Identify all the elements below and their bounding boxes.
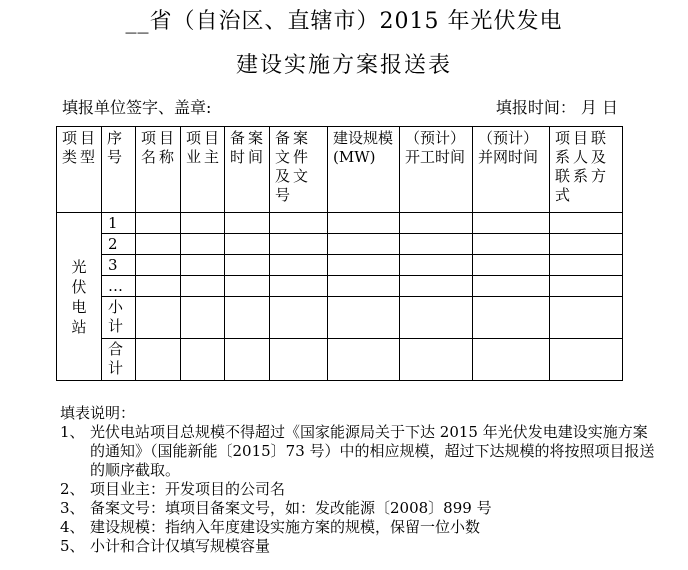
- header-grid-time: （预计）并网时间: [473, 127, 550, 213]
- total-row: [57, 339, 623, 381]
- title-line-2: 建设实施方案报送表: [235, 53, 452, 78]
- table-cell[interactable]: [225, 255, 270, 276]
- note-item: [60, 518, 660, 537]
- note-number: 1、: [60, 423, 85, 441]
- table-cell[interactable]: [225, 297, 270, 339]
- table-cell[interactable]: [181, 213, 225, 234]
- note-number: 2、: [60, 480, 85, 498]
- project-type-cell: [57, 213, 102, 381]
- table-cell[interactable]: [270, 339, 328, 381]
- table-cell[interactable]: [181, 276, 225, 297]
- table-cell[interactable]: [473, 339, 550, 381]
- subtotal-row: [57, 297, 623, 339]
- header-scale: 建设规模(MW): [328, 127, 400, 213]
- notes-title: 填表说明：: [60, 404, 136, 422]
- table-cell[interactable]: [270, 213, 328, 234]
- table-cell[interactable]: [328, 297, 400, 339]
- note-text: 备案文号：填项目备案文号，如：发改能源〔2008〕899 号: [90, 499, 492, 517]
- fill-info-row: [62, 95, 622, 117]
- table-cell[interactable]: [181, 255, 225, 276]
- header-row: [57, 127, 623, 213]
- table-cell[interactable]: [136, 213, 181, 234]
- table-cell[interactable]: [225, 213, 270, 234]
- header-start-time: （预计）开工时间: [400, 127, 473, 213]
- table-cell[interactable]: [550, 213, 623, 234]
- fill-unit-label: 填报单位签字、盖章:: [62, 98, 212, 117]
- total-label: 合计: [102, 339, 136, 381]
- table-cell[interactable]: [473, 213, 550, 234]
- table-cell[interactable]: [270, 255, 328, 276]
- table-row: [57, 276, 623, 297]
- table-cell[interactable]: [550, 234, 623, 255]
- note-item: [60, 537, 660, 556]
- seq-cell: …: [102, 276, 136, 297]
- table-cell[interactable]: [550, 339, 623, 381]
- table-row: [57, 255, 623, 276]
- table-cell[interactable]: [400, 255, 473, 276]
- table-cell[interactable]: [400, 276, 473, 297]
- table-row: [57, 213, 623, 234]
- table-cell[interactable]: [270, 276, 328, 297]
- table-cell[interactable]: [270, 297, 328, 339]
- report-table: [56, 126, 623, 381]
- table-cell[interactable]: [473, 276, 550, 297]
- table-cell[interactable]: [136, 297, 181, 339]
- table-cell[interactable]: [473, 234, 550, 255]
- table-cell[interactable]: [136, 276, 181, 297]
- table-cell[interactable]: [328, 255, 400, 276]
- note-text: 光伏电站项目总规模不得超过《国家能源局关于下达 2015 年光伏发电建设实施方案的通知》（国能新能〔2015〕73 号）中的相应规模，超过下达规模的将按照项目报送的顺序截取。: [90, 423, 655, 479]
- table-cell[interactable]: [400, 297, 473, 339]
- table-cell[interactable]: [136, 339, 181, 381]
- note-number: 5、: [60, 537, 85, 555]
- table-cell[interactable]: [400, 213, 473, 234]
- table-cell[interactable]: [181, 339, 225, 381]
- table-cell[interactable]: [328, 276, 400, 297]
- subtotal-label: 小计: [102, 297, 136, 339]
- table-cell[interactable]: [181, 297, 225, 339]
- table-cell[interactable]: [328, 339, 400, 381]
- note-text: 建设规模：指纳入年度建设实施方案的规模，保留一位小数: [90, 518, 481, 536]
- header-seq: 序号: [102, 127, 136, 213]
- header-owner: 项目业主: [181, 127, 225, 213]
- table-cell[interactable]: [400, 339, 473, 381]
- title-line-1: __省（自治区、直辖市）2015 年光伏发电: [125, 9, 563, 34]
- note-item: [60, 480, 660, 499]
- note-text: 小计和合计仅填写规模容量: [90, 537, 271, 555]
- seq-cell: 3: [102, 255, 136, 276]
- table-cell[interactable]: [270, 234, 328, 255]
- fill-time-label: 填报时间： 月 日: [495, 98, 618, 117]
- table-row: [57, 234, 623, 255]
- seq-cell: 1: [102, 213, 136, 234]
- table-cell[interactable]: [328, 234, 400, 255]
- table-cell[interactable]: [225, 276, 270, 297]
- table-cell[interactable]: [136, 234, 181, 255]
- table-cell[interactable]: [181, 234, 225, 255]
- header-project-name: 项目名称: [136, 127, 181, 213]
- table-cell[interactable]: [136, 255, 181, 276]
- table-cell[interactable]: [225, 339, 270, 381]
- header-filing-doc: 备案文件及文号: [270, 127, 328, 213]
- table-cell[interactable]: [473, 255, 550, 276]
- header-contact: 项目联系人及联系方式: [550, 127, 623, 213]
- project-type-text: 光伏电站: [71, 257, 87, 336]
- table-cell[interactable]: [225, 234, 270, 255]
- header-project-type: 项目类型: [57, 127, 102, 213]
- note-number: 3、: [60, 499, 85, 517]
- table-cell[interactable]: [400, 234, 473, 255]
- note-item: [60, 499, 660, 518]
- note-number: 4、: [60, 518, 85, 536]
- header-filing-time: 备案时间: [225, 127, 270, 213]
- note-text: 项目业主：开发项目的公司名: [90, 480, 286, 498]
- table-cell[interactable]: [550, 297, 623, 339]
- notes-section: [60, 404, 660, 556]
- table-cell[interactable]: [550, 276, 623, 297]
- table-cell[interactable]: [473, 297, 550, 339]
- table-cell[interactable]: [550, 255, 623, 276]
- table-cell[interactable]: [328, 213, 400, 234]
- seq-cell: 2: [102, 234, 136, 255]
- note-item: [60, 423, 660, 480]
